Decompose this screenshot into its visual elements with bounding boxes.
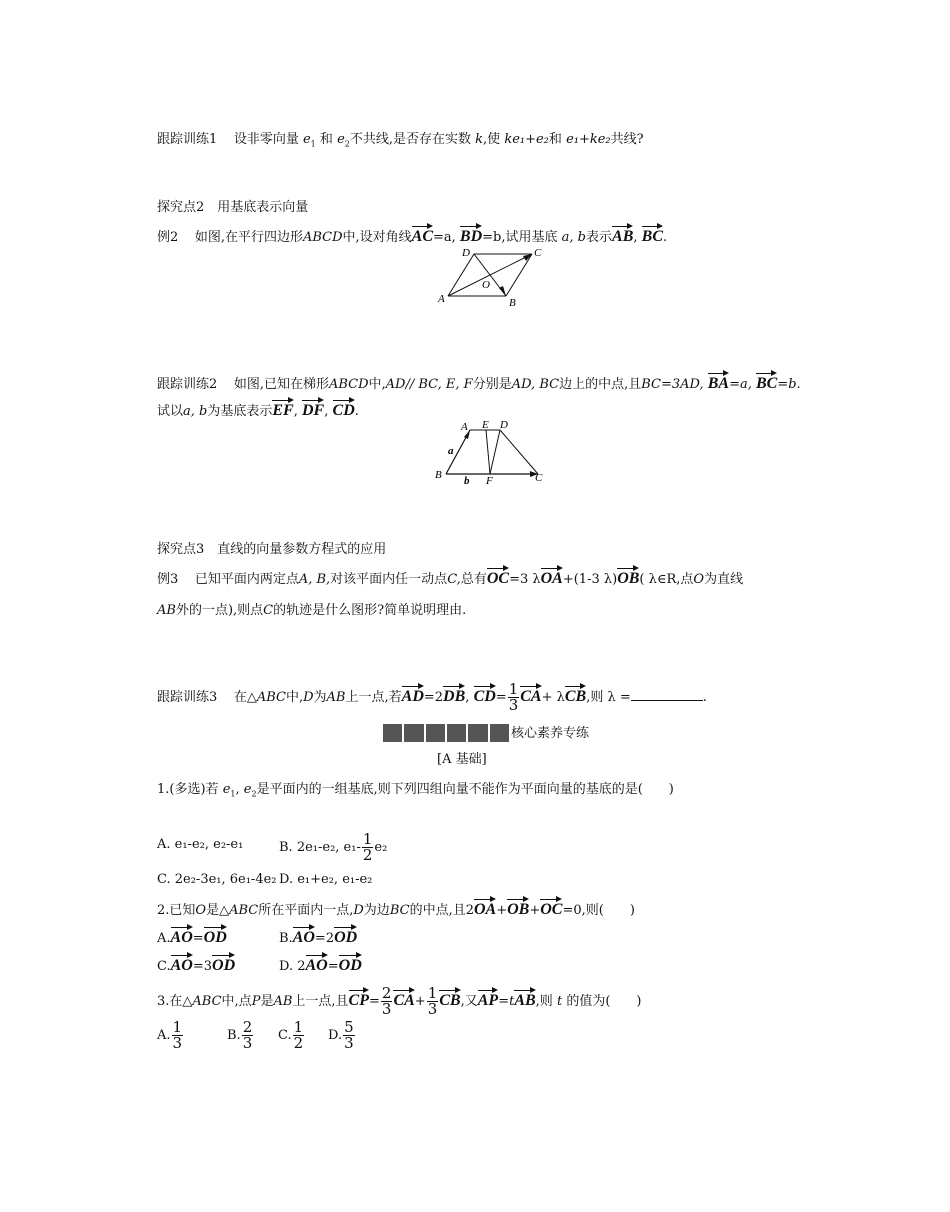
label-B: B [435, 469, 442, 481]
expr: ke₁+e₂ [504, 132, 549, 147]
fraction [427, 986, 439, 1017]
vector: BC [642, 225, 663, 245]
text: 的值为( ) [566, 994, 642, 1009]
var: AB [273, 994, 293, 1009]
example-2 [157, 225, 667, 248]
text: 是平面内的一组基底,则下列四组向量不能作为平面向量的基底的是( ) [256, 782, 674, 797]
text: D. 2 [279, 959, 306, 974]
label-C: C [534, 247, 542, 259]
vector: OC [540, 898, 562, 918]
exercise-3 [157, 682, 707, 713]
exercise-label: 跟踪训练3 [157, 690, 218, 705]
label-O: O [482, 279, 490, 291]
text: B. 2e₁-e₂, e₁- [279, 840, 361, 855]
expr: e₁+ke₂ [566, 132, 611, 147]
var: ABC [256, 690, 286, 705]
sub: 2 [344, 139, 350, 149]
text: 设非零向量 [233, 132, 299, 147]
q3-option-b [227, 1020, 254, 1051]
vector: BC [756, 372, 777, 392]
var: BC [389, 903, 410, 918]
q3-option-a [157, 1020, 184, 1051]
text: =t [498, 994, 515, 1009]
trapezoid-figure [430, 418, 550, 486]
text: B. [227, 1028, 241, 1043]
text: = [192, 931, 204, 946]
vector: AB [612, 225, 633, 245]
text: =b,试用基底 [482, 230, 558, 245]
vector: CD [333, 399, 355, 419]
text: + λ [541, 690, 565, 705]
text: 中,设对角线 [342, 230, 412, 245]
var: C, [447, 572, 461, 587]
numerator: 2 [242, 1018, 253, 1036]
text: 如图,在平行四边形 [194, 230, 303, 245]
punct: , [324, 404, 329, 419]
text: ,使 [483, 132, 501, 147]
label-C: C [535, 472, 543, 484]
text: 是 [260, 994, 274, 1009]
text: ,则 [535, 994, 553, 1009]
exercise-2-line2 [157, 399, 359, 422]
example-label: 例3 [157, 572, 179, 587]
fraction [362, 832, 374, 863]
q2-option-b [279, 926, 357, 949]
var: AD// BC, E, F [385, 377, 473, 392]
var: e [222, 782, 231, 797]
text: ,又 [460, 994, 478, 1009]
q1-option-b [279, 832, 387, 863]
text: 上一点,且 [292, 994, 349, 1009]
q3-option-c [278, 1020, 305, 1051]
label-B: B [509, 297, 516, 309]
fraction [242, 1020, 254, 1051]
question-3 [157, 986, 641, 1017]
text: 是△ [206, 903, 230, 918]
denominator: 3 [381, 1000, 392, 1018]
q1-option-d: D. e₁+e₂, e₁-e₂ [279, 872, 373, 887]
text: 和 [319, 132, 333, 147]
text: 对该平面内任一动点 [330, 572, 448, 587]
text: 表示 [586, 230, 613, 245]
text: 为直线 [704, 572, 744, 587]
denominator: 2 [362, 846, 373, 864]
var: AB [157, 603, 176, 618]
var: e [302, 132, 311, 147]
var: k [475, 132, 484, 147]
text: ( λ∈R,点 [639, 572, 694, 587]
vector: BD [460, 225, 482, 245]
label-b: b [464, 475, 470, 486]
text: =2 [423, 690, 444, 705]
text: 为 [313, 690, 327, 705]
var: A, B, [298, 572, 331, 587]
vector: AC [412, 225, 433, 245]
text: 外的一点),则点 [175, 603, 264, 618]
vector: CB [565, 685, 586, 705]
numerator: 1 [172, 1018, 183, 1036]
answer-blank [631, 688, 703, 701]
text: 如图,已知在梯形 [233, 377, 329, 392]
var: D [303, 690, 314, 705]
numerator: 2 [381, 984, 392, 1002]
text: 分别是 [472, 377, 512, 392]
q2-option-d [279, 954, 362, 977]
section-title-2: 探究点2 用基底表示向量 [157, 200, 309, 215]
denominator: 3 [508, 696, 519, 714]
vector: AD [402, 685, 424, 705]
numerator: 1 [508, 680, 519, 698]
denominator: 3 [172, 1034, 183, 1052]
text: =0,则( ) [562, 903, 635, 918]
vector: OD [212, 954, 235, 974]
var: O [693, 572, 705, 587]
sub: 1 [310, 139, 316, 149]
text: 为基底表示 [207, 404, 273, 419]
text: =2 [314, 931, 335, 946]
vector: OB [507, 898, 529, 918]
text: 3.在△ [157, 994, 193, 1009]
exercise-label: 跟踪训练1 [157, 132, 218, 147]
question-1: 1.(多选)若 $e_1$, $e_2$是平面内的一组基底,则下列四组向量不能作为平面向量的基底的是( ) [157, 782, 674, 799]
text: B. [279, 931, 293, 946]
vector: DB [443, 685, 465, 705]
exercise-label: 跟踪训练2 [157, 377, 218, 392]
vector: AO [306, 954, 328, 974]
vector: OA [474, 898, 496, 918]
vector: AP [478, 989, 498, 1009]
section-bar-decoration [383, 724, 509, 742]
q1-option-a: A. e₁-e₂, e₂-e₁ [157, 837, 244, 852]
punct: , [633, 230, 638, 245]
numerator: 1 [427, 984, 438, 1002]
vector: AO [171, 926, 193, 946]
text: C. [157, 959, 171, 974]
exercise-2 [157, 372, 801, 395]
parallelogram-figure [432, 244, 552, 310]
vector: OC [487, 567, 509, 587]
text: e₂ [374, 840, 388, 855]
text: 试以 [157, 404, 184, 419]
text: =b. [777, 377, 801, 392]
punct: , [465, 690, 470, 705]
text: 的中点,且2 [409, 903, 474, 918]
vector: BA [708, 372, 729, 392]
vector: CA [520, 685, 541, 705]
text: + [529, 903, 541, 918]
example-3-line2 [157, 601, 466, 621]
text: + [496, 903, 508, 918]
denominator: 3 [242, 1034, 253, 1052]
var: e [243, 782, 252, 797]
section-title-3: 探究点3 直线的向量参数方程式的应用 [157, 542, 387, 557]
text: 中,点 [221, 994, 252, 1009]
text: = [495, 690, 507, 705]
var: D [353, 903, 364, 918]
punct: , [293, 404, 298, 419]
var: e [337, 132, 345, 147]
sub: 1 [230, 789, 236, 799]
vector: OD [334, 926, 357, 946]
text: 为边 [363, 903, 390, 918]
var: AB [326, 690, 346, 705]
text: =3 [192, 959, 213, 974]
var: AD, BC [511, 377, 560, 392]
label-A: A [461, 421, 468, 433]
vector: OB [617, 567, 639, 587]
vector: CA [393, 989, 414, 1009]
text: A. [157, 1028, 171, 1043]
text: = [327, 959, 339, 974]
vector: DF [302, 399, 324, 419]
fraction [343, 1020, 355, 1051]
var: t [556, 994, 563, 1009]
vector: CB [439, 989, 460, 1009]
text: 和 [548, 132, 562, 147]
fraction [172, 1020, 184, 1051]
var: ABCD [328, 377, 369, 392]
vector: CD [474, 685, 496, 705]
punct: . [702, 690, 707, 705]
q2-option-c [157, 954, 235, 977]
question-2 [157, 898, 635, 921]
text: 总有 [460, 572, 487, 587]
var: ABC [229, 903, 259, 918]
section-heading: 核心素养专练 [511, 726, 590, 741]
var: ABCD [302, 230, 343, 245]
text: 1.(多选)若 [157, 782, 219, 797]
punct: . [354, 404, 359, 419]
vector: OA [541, 567, 563, 587]
text: =a, [433, 230, 456, 245]
vector: OD [339, 954, 362, 974]
vector: AB [514, 989, 535, 1009]
text: 边上的中点,且 [559, 377, 642, 392]
var: a, b [183, 404, 208, 419]
exercise-1 [157, 130, 644, 155]
vector: AO [293, 926, 315, 946]
text: + [414, 994, 426, 1009]
fraction [381, 986, 393, 1017]
denominator: 2 [293, 1034, 304, 1052]
text: 不共线,是否存在实数 [349, 132, 471, 147]
fraction [293, 1020, 305, 1051]
text: 在△ [233, 690, 257, 705]
q1-option-c: C. 2e₂-3e₁, 6e₁-4e₂ [157, 872, 277, 887]
text: 已知平面内两定点 [194, 572, 299, 587]
text: = [369, 994, 380, 1009]
text: 中, [368, 377, 386, 392]
vector: OD [204, 926, 227, 946]
denominator: 3 [427, 1000, 438, 1018]
numerator: 1 [362, 830, 373, 848]
text: 的轨迹是什么图形?简单说明理由. [273, 603, 467, 618]
q2-option-a [157, 926, 227, 949]
denominator: 3 [344, 1034, 354, 1052]
var: BC=3AD, [641, 377, 704, 392]
text: 上一点,若 [345, 690, 402, 705]
section-subheading: [A 基础] [437, 752, 487, 767]
vector: AO [171, 954, 193, 974]
text: A. [157, 931, 171, 946]
label-D: D [500, 419, 508, 431]
label-a: a [448, 445, 454, 457]
text: C. [278, 1028, 292, 1043]
var: O [195, 903, 207, 918]
example-label: 例2 [157, 230, 179, 245]
text: 2.已知 [157, 903, 196, 918]
text: 中, [285, 690, 304, 705]
vector: EF [272, 399, 293, 419]
punct: . [662, 230, 668, 245]
var: a, b [561, 230, 586, 245]
text: +(1-3 λ) [562, 572, 618, 587]
text: ,则 λ = [586, 690, 631, 705]
sub: 2 [251, 789, 257, 799]
text: =a, [729, 377, 752, 392]
example-3 [157, 567, 743, 590]
var: P [251, 994, 261, 1009]
text: D. [328, 1028, 343, 1043]
numerator: 1 [293, 1018, 304, 1036]
text: =3 λ [509, 572, 541, 587]
var: ABC [192, 994, 222, 1009]
label-A: A [438, 293, 445, 305]
label-E: E [482, 419, 489, 431]
q3-option-d [328, 1020, 356, 1051]
text: 所在平面内一点, [258, 903, 354, 918]
var: C [263, 603, 274, 618]
label-D: D [462, 247, 470, 259]
vector: CP [349, 989, 369, 1009]
numerator: 5 [344, 1018, 354, 1036]
label-F: F [486, 475, 493, 486]
text: 共线? [610, 132, 644, 147]
fraction [508, 682, 520, 713]
